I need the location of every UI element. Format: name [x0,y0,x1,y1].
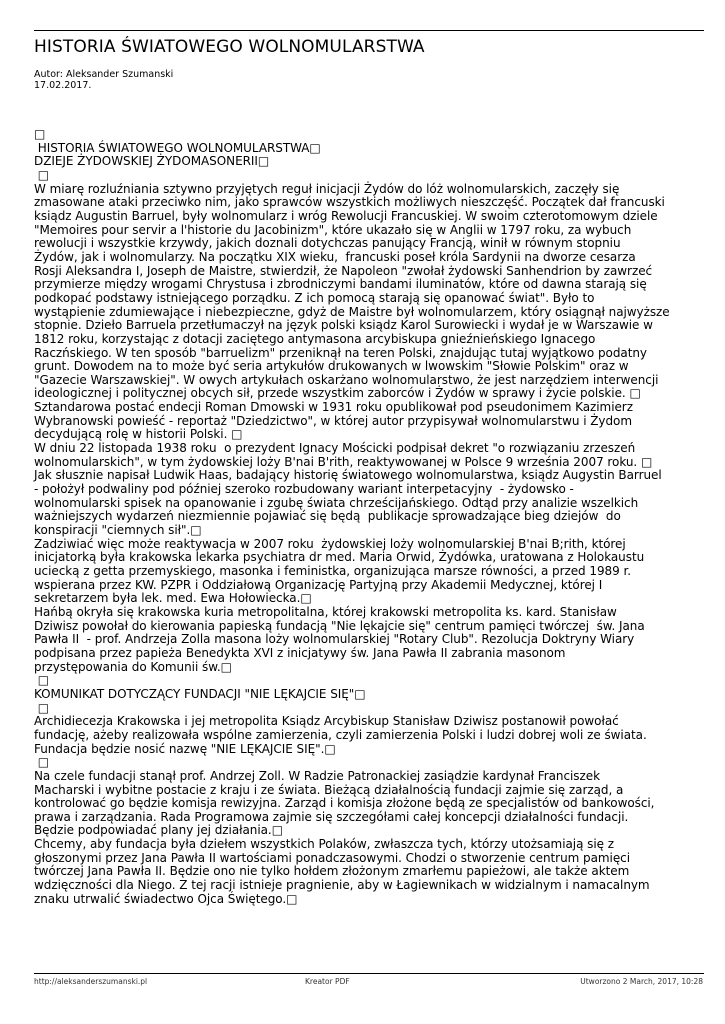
text-line: Hańbą okryła się krakowska kuria metropolitalna, której krakowski metropolita ks. kard. Stanisław [34,604,617,619]
text-line: □ [34,673,50,688]
article-body [34,128,706,906]
text-line: □ [34,167,50,182]
text-line: ideologicznej i politycznej obcych sił, przede wszystkim zaborców i Żydów w sprawy i życie polskie. □ [34,386,641,401]
text-line: "Memoires pour servir a l'historie du Jacobinizm", które ukazało się w Anglii w 1797 roku, za wybuch [34,222,632,237]
text-line: Macharski i wybitne postacie z kraju i ze świata. Bieżącą działalnością fundacji zajmie się zarząd, a [34,782,624,797]
text-line: wolnomularskich", w tym żydowskiej loży B'nai B'rith, reaktywowanej w Polsce 9 września 2007 roku. □ [34,454,653,469]
text-line: Raczńskiego. W ten sposób "barruelizm" przeniknął na teren Polski, znajdując tutaj wyjątkowo podatny [34,345,647,360]
text-line: przymierze między wrogami Chrystusa i zbrodniczymi bandami iluminatów, które od dawna starają się [34,277,647,292]
text-line: inicjatorką była krakowska lekarka psychiatra dr med. Maria Orwid, Żydówka, uratowana z Holokaustu [34,550,645,565]
text-line: HISTORIA ŚWIATOWEGO WOLNOMULARSTWA□ [34,140,321,155]
header-rule [34,30,704,31]
footer-url-link[interactable]: http://aleksanderszumanski.pl [34,977,148,986]
text-line: "Gazecie Warszawskiej". W owych artykułach oskarżano wolnomularstwo, że jest narzędziem interwencji [34,372,659,387]
text-line: przystępowania do Komunii św.□ [34,659,232,674]
text-line: □ [34,700,50,715]
text-line: Chcemy, aby fundacja była dziełem wszystkich Polaków, zwłaszcza tych, którzy utożsamiają się z [34,837,614,852]
text-line: znaku utrwalić świadectwo Ojca Świętego.□ [34,891,298,906]
text-line: Dziwisz powołał do kierowania papieską fundacją "Nie lękajcie się" centrum pamięci twórczej św. Jana [34,618,645,633]
document-title: HISTORIA ŚWIATOWEGO WOLNOMULARSTWA [34,37,425,57]
text-line: decydującą rolę w historii Polski. □ [34,427,243,442]
text-line: 1812 roku, korzystając z dotacji zaciętego antymasona arcybiskupa gnieźnieńskiego Ignacego [34,331,596,346]
text-line: W dniu 22 listopada 1938 roku o prezydent Ignacy Mościcki podpisał dekret "o rozwiązaniu zrzeszeń [34,441,636,456]
text-line: wspierana przez KW. PZPR i Oddziałową Organizację Partyjną przy Akademii Medycznej, której I [34,577,603,592]
text-line: Sztandarowa postać endecji Roman Dmowski w 1931 roku opublikował pod pseudonimem Kazimierz [34,400,633,415]
text-line: Będzie podpowiadać plany jej działania.□ [34,823,283,838]
text-line: podpisana przez papieża Benedykta XVI z inicjatywy św. Jana Pawła II zabrania masonom [34,645,566,660]
text-line: Na czele fundacji stanął prof. Andrzej Zoll. W Radzie Patronackiej zasiądzie kardynał Franciszek [34,768,600,783]
text-line: - położył podwaliny pod później szeroko rozbudowany wariant interpetacyjny - żydowsko - [34,482,574,497]
text-line: wdzięczności dla Niego. Z tej racji istnieje pragnienie, aby w Łagiewnikach w widzialnym i namacalnym [34,878,650,893]
text-line: głoszonymi przez Jana Pawła II wartościami ponadczasowymi. Chodzi o stworzenie centrum pamięci [34,850,630,865]
text-line: KOMUNIKAT DOTYCZĄCY FUNDACJI "NIE LĘKAJCIE SIĘ"□ [34,686,366,701]
text-line: wystąpienie zdumiewające i niebezpieczne, gdyż de Maistre był wolnomularzem, który osiągnął najwyższe [34,304,670,319]
text-line: podkopać podstawy istniejącego porządku. Z ich pomocą starają się opanować świat". Było to [34,290,595,305]
text-line: DZIEJE ŻYDOWSKIEJ ŻYDOMASONERII□ [34,154,270,169]
text-line: stopnie. Dzieło Barruela przetłumaczył na język polski ksiądz Karol Surowiecki i wydał je w Warszawie w [34,318,653,333]
text-line: Fundacja będzie nosić nazwę "NIE LĘKAJCIE SIĘ".□ [34,741,336,756]
text-line: Pawła II - prof. Andrzeja Zolla masona loży wolnomularskiej "Rotary Club". Rezolucja Doktryny Wiary [34,632,635,647]
text-line: □ [34,127,46,141]
text-line: □ [34,755,50,770]
text-line: Zadziwiać więc może reaktywacja w 2007 roku żydowskiej loży wolnomularskiej B'nai B;rith, której [34,536,626,551]
text-line: W miarę rozluźniania sztywno przyjętych reguł inicjacji Żydów do lóż wolnomularskich, zaczęły się [34,181,620,196]
text-line: wolnomularski spisek na opanowanie i zgubę świata chrześcijańskiego. Odtąd przy analizie wszelkich [34,495,639,510]
text-line: kontrolować go będzie komisja rewizyjna. Zarząd i komisja złożone będą ze specjalistów od bankowości, [34,796,655,811]
text-line: Żydów, jak i wolnomularzy. Na początku XIX wieku, francuski poseł króla Sardynii na dworze cesarza [34,249,636,264]
text-line: grunt. Dowodem na to może być seria artykułów drukowanych w lwowskim "Słowie Polskim" oraz w [34,359,629,374]
text-line: ważniejszych wydarzeń niezmiennie pojawiać się będą publikacje sprowadzające bieg dziejów do [34,509,621,524]
author-line: Autor: Aleksander Szumanski [34,69,174,80]
text-line: twórczej Jana Pawła II. Będzie ono nie tylko hołdem złożonym zmarłemu papieżowi, ale także aktem [34,864,630,879]
text-line: Wybranowski powieść - reportaż "Dziedzictwo", w której autor przypisywał wolnomularstwu i Żydom [34,413,632,428]
text-line: rewolucji i wszystkie krzywdy, jakich doznali dotychczas panujący Francją, winił w równym stopniu [34,236,621,251]
text-line: sekretarzem była lek. med. Ewa Hołowiecka.□ [34,591,312,606]
footer-generator: Kreator PDF [305,977,350,986]
text-line: konspiracji "ciemnych sił".□ [34,523,202,538]
text-line: uciecką z getta przemyskiego, masonka i feministka, organizująca marsze równości, a przed 1989 r. [34,564,632,578]
text-line: fundację, ażeby realizowała wspólne zamierzenia, czyli zamierzenia Polski i ludzi dobrej woli ze świata. [34,727,647,742]
document-meta [34,69,173,91]
document-date: 17.02.2017. [34,80,92,91]
text-line: Rosji Aleksandra I, Joseph de Maistre, stwierdził, że Napoleon "zwołał żydowski Sanhendrion by zawrzeć [34,263,653,278]
text-line: zmasowane ataki przeciwko nim, jako sprawców wszystkich możliwych nieszczęść. Początek dał francuski [34,195,665,210]
text-line: Jak słusznie napisał Ludwik Haas, badający historię światowego wolnomularstwa, ksiądz Augystin Barruel [34,468,662,483]
text-line: ksiądz Augustin Barruel, były wolnomularz i wróg Rewolucji Francuskiej. W swoim czterotomowym dziele [34,208,658,223]
text-line: Archidiecezja Krakowska i jej metropolita Ksiądz Arcybiskup Stanisław Dziwisz postanowił powołać [34,714,619,729]
footer-rule [34,973,704,974]
footer-created-timestamp: Utworzono 2 March, 2017, 10:28 [580,977,703,986]
text-line: prawa i zarządzania. Rada Programowa zajmie się szczegółami całej koncepcji działalności fundacji. [34,809,629,824]
